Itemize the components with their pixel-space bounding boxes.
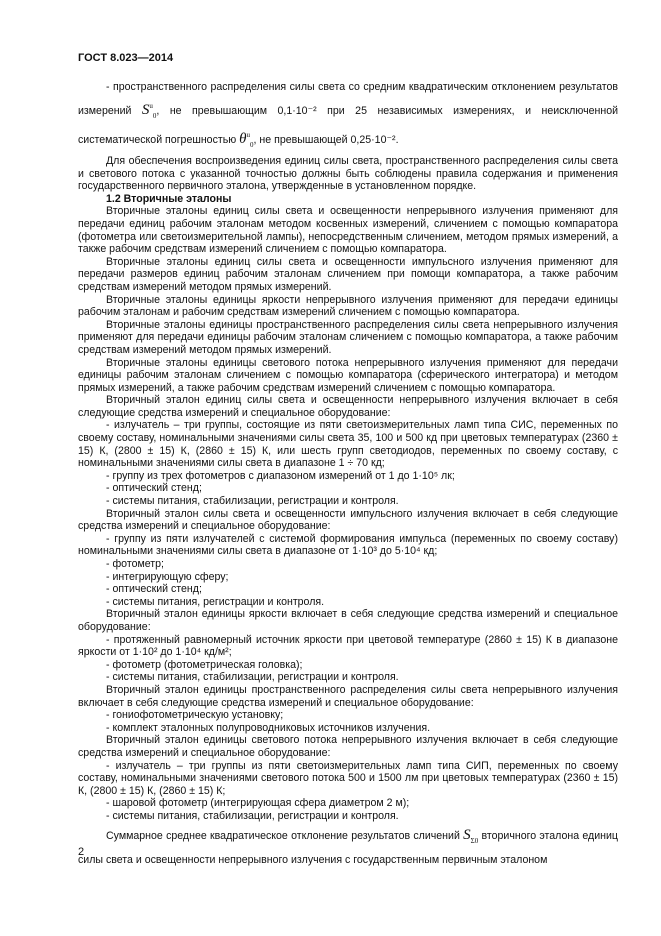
- symbol-base: θ: [239, 131, 247, 147]
- paragraph-final: [78, 826, 618, 870]
- symbol-sub: Σ0: [470, 837, 479, 846]
- paragraph: Вторичный эталон единиц силы света и освещенности непрерывного излучения включает в себя следующие средства измерений и специальное оборудование:: [78, 394, 618, 419]
- paragraph-intro: [78, 78, 618, 155]
- document-body: [78, 78, 618, 870]
- paragraph: - оптический стенд;: [106, 482, 202, 495]
- paragraph: Вторичный эталон единицы пространственного распределения силы света непрерывного излучения включает в себя следующие средства измерений и специальное оборудование:: [78, 683, 618, 709]
- paragraph: - фотометр;: [106, 558, 164, 570]
- symbol-sup: u: [246, 131, 251, 139]
- paragraph: - шаровой фотометр (интегрирующая сфера диаметром 2 м);: [106, 797, 410, 810]
- symbol-theta0: [239, 131, 253, 147]
- paragraph: - системы питания, стабилизации, регистрации и контроля.: [106, 671, 399, 684]
- paragraph: - оптический стенд;: [106, 583, 202, 596]
- paragraph: Для обеспечения воспроизведения единиц силы света, пространственного распределения силы света и светового потока с указанной точностью должны быть соблюдены правила содержания и применения государственного первичного эталона, утвержденные в установленном порядке.: [78, 155, 618, 193]
- paragraph: - фотометр (фотометрическая головка);: [106, 658, 303, 671]
- symbol-sup: u: [149, 102, 153, 110]
- paragraph: - системы питания, регистрации и контроля.: [106, 595, 325, 608]
- symbol-sub: 0: [152, 112, 157, 120]
- paragraph: - группу из трех фотометров с диапазоном измерений от 1 до 1·10⁵ лк;: [106, 469, 455, 482]
- paragraph: - комплект эталонных полупроводниковых источников излучения.: [106, 721, 431, 734]
- paragraph: - гониофотометрическую установку;: [106, 709, 284, 722]
- text: Суммарное среднее квадратическое отклонение результатов сличений: [106, 830, 464, 843]
- symbol-sub: 0: [250, 141, 254, 149]
- paragraph: Вторичные эталоны единицы пространственного распределения силы света непрерывного излучения применяют для передачи единицы рабочим эталонам сличением с помощью компаратора, а также рабочим средствам измерений методом прямых измерений.: [78, 318, 618, 356]
- document-header: ГОСТ 8.023—2014: [78, 52, 174, 64]
- symbol-base: S: [141, 102, 150, 118]
- page-number: 2: [78, 846, 85, 858]
- paragraph: Вторичные эталоны единиц силы света и освещенности импульсного излучения применяют для передачи размеров единиц рабочим эталонам сличением при помощи компаратора, а также рабочим средствам измерений методом прямых измерений.: [78, 255, 618, 293]
- text: , не превышающей 0,25·10⁻².: [253, 134, 399, 146]
- paragraph: - системы питания, стабилизации, регистрации и контроля.: [106, 495, 399, 508]
- paragraph: Вторичный эталон единицы яркости включает в себя следующие средства измерений и специальное оборудование:: [78, 608, 618, 633]
- paragraph: - протяженный равномерный источник яркости при цветовой температуре (2860 ± 15) К в диапазоне яркости от 1·10² до 1·10⁴ кд/м²;: [78, 633, 618, 659]
- section-heading: 1.2 Вторичные эталоны: [106, 192, 232, 205]
- paragraph: Вторичные эталоны единицы светового потока непрерывного излучения применяют для передачи единицы рабочим эталонам сличением с помощью компаратора (сферического интегратора) и методом прямых измерений, а также рабочим средствам измерений сличением с помощью компаратора.: [78, 356, 618, 394]
- symbol-s0: [142, 102, 157, 118]
- text: вторичного эталона единиц силы света и освещенности непрерывного излучения с государственным первичным эталоном: [78, 830, 618, 867]
- paragraph: - группу из пяти излучателей с системой формирования импульса (переменных по своему составу) номинальными значениями силы света в диапазоне от 1·10³ до 5·10⁴ кд;: [78, 532, 618, 558]
- paragraph: - излучатель – три группы из пяти светоизмерительных ламп типа СИП, переменных по своему составу, номинальными значениями светового потока 500 и 1500 лм при цветовых температурах (2360 ± 15) К, (2800 ± 15) К, (2860 ± 15) К;: [78, 759, 618, 797]
- paragraph: Вторичные эталоны единиц силы света и освещенности непрерывного излучения применяют для передачи единиц рабочим эталонам методом косвенных измерений, сличением с помощью компаратора (фотометра или светоизмерительной лампы), непосредственным сличением, методом прямых измерений, а также рабочим средствам измерений сличением с помощью компаратора.: [78, 205, 618, 256]
- paragraph: Вторичный эталон силы света и освещенности импульсного излучения включает в себя следующие средства измерений и специальное оборудование:: [78, 507, 618, 533]
- paragraph: - системы питания, стабилизации, регистрации и контроля.: [106, 809, 399, 822]
- paragraph-list: [78, 155, 618, 822]
- paragraph: Вторичные эталоны единицы яркости непрерывного излучения применяют для передачи единицы рабочим эталонам и рабочим средствам измерений сличением с помощью компаратора.: [78, 293, 618, 319]
- symbol-base: S: [463, 827, 471, 844]
- symbol-s-sigma0: [463, 827, 479, 846]
- paragraph: - интегрирующую сферу;: [106, 570, 229, 583]
- paragraph: - излучатель – три группы, состоящие из пяти светоизмерительных ламп типа СИС, переменных по своему составу, номинальными значениями силы света 35, 100 и 500 кд при цветовых температурах (2360 ± 15) К, (2800 ± 15) К, (2860 ± 15) К, или шесть групп светодиодов, переменных по своему составу, с номинальными значениями силы света в диапазоне 1 ÷ 70 кд;: [78, 419, 618, 470]
- text: , не превышающим 0,1·10⁻² при 25 независимых измерениях, и неисключенной систематической погрешностью: [78, 105, 618, 146]
- text: - пространственного распределения силы света со средним квадратическим отклонением результатов измерений: [78, 81, 618, 117]
- paragraph: Вторичный эталон единицы светового потока непрерывного излучения включает в себя следующие средства измерений и специальное оборудование:: [78, 734, 618, 759]
